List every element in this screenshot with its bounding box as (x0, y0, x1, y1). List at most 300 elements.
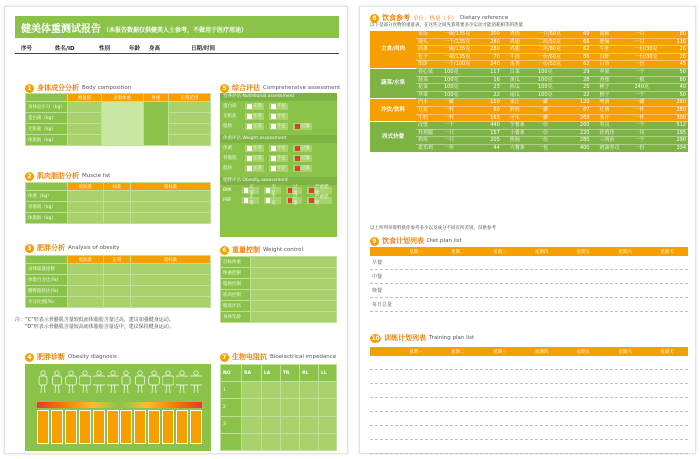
training-plan-row[interactable] (370, 356, 688, 370)
diet-cell: 汽水 (416, 99, 442, 107)
diet-category: 冷饮/饮料 (370, 99, 416, 122)
diet-cell: 60 (483, 106, 502, 114)
row-label: 身体质量指数 (26, 264, 68, 275)
section-title-cn: 综合评估 (232, 84, 260, 92)
section-title-en: Comprehensive assessment (263, 85, 341, 91)
assessment-option[interactable] (293, 155, 312, 162)
note-c: 注：“C”形表示骨骼肌含量较低而体脂肪含量过高，建议加强健身运动。 (15, 317, 174, 323)
diet-cell: 22 (483, 91, 502, 99)
row-label: 身体总水分（kg） (26, 102, 68, 113)
assessment-option[interactable] (307, 197, 332, 204)
option-label: 正常 (253, 124, 262, 129)
checkbox-icon[interactable] (247, 166, 252, 171)
diet-cell: 150 (483, 99, 502, 107)
diet-cell: 62 (573, 61, 592, 69)
option-label: 不足 (277, 156, 286, 161)
section-number: 1 (25, 84, 34, 93)
diet-category: 蔬菜/水果 (370, 68, 416, 98)
diagnosis-box (107, 410, 119, 444)
assessment-row (220, 121, 337, 131)
diet-cell: 100克 (536, 68, 573, 76)
day-header: 星期五 (576, 249, 591, 255)
assessment-option[interactable] (242, 187, 259, 194)
diet-row (370, 99, 688, 107)
option-label: 不足 (271, 195, 276, 206)
assessment-label: 骨骼肌 (223, 156, 237, 161)
checkbox-icon[interactable] (271, 104, 276, 109)
checkbox-icon[interactable] (309, 188, 314, 193)
checkbox-icon[interactable] (266, 198, 270, 203)
col-header: 正常 (103, 256, 130, 264)
option-label: 正常 (249, 195, 254, 206)
nutrition-rows (220, 101, 337, 131)
diet-cell: 炸鸡块 (591, 129, 632, 137)
diet-cell: 啤酒 (591, 99, 632, 107)
option-label: 正常 (253, 104, 262, 109)
diet-cell: 桃子 (591, 84, 632, 92)
option-label: 正常 (253, 166, 262, 171)
diet-cell: 热狗 (502, 137, 536, 145)
col-header: RA (242, 365, 262, 382)
assessment-option[interactable] (269, 123, 288, 130)
info-age: 年龄 (129, 46, 141, 52)
section-diet-plan (370, 236, 462, 246)
muscle-fat-table (25, 182, 211, 224)
diet-cell: 三明治 (591, 137, 632, 145)
assessment-option[interactable] (293, 123, 312, 130)
col-header: TR (280, 365, 299, 382)
diet-cell: 一罐 (632, 99, 669, 107)
training-plan-row[interactable] (370, 370, 688, 384)
row-label: 体脂肪（kg） (26, 135, 68, 146)
row-label: 腰臀脂肪比(%) (26, 286, 68, 297)
col-header: LA (261, 365, 280, 382)
diet-cell: 一包 (536, 144, 573, 152)
diet-cell: 一杯 (632, 114, 669, 122)
row-number: 2 (221, 399, 242, 416)
training-plan-rows (370, 356, 688, 454)
diet-cell: 牛肚 (591, 46, 632, 54)
option-label: 过量 (301, 124, 310, 129)
diet-plan-row[interactable]: 早餐 (370, 256, 688, 270)
section-title-en: Bioelectrical impedance (270, 354, 337, 360)
assessment-label: 脂肪 (223, 124, 232, 129)
diet-cell: 一罐 (536, 99, 573, 107)
section-title-en: Muscle fat (82, 173, 111, 179)
checkbox-icon[interactable] (247, 146, 252, 151)
training-plan-table (370, 347, 688, 454)
col-header: LL (319, 365, 337, 382)
assessment-option[interactable] (307, 187, 332, 194)
training-plan-row[interactable] (370, 398, 688, 412)
diet-cell: 一杯 (632, 106, 669, 114)
checkbox-icon[interactable] (271, 156, 276, 161)
diet-cell: 400 (573, 144, 592, 152)
body-figure-icon (134, 370, 146, 394)
diet-cell: 一份/60克 (536, 53, 573, 61)
diet-cell: 菠菜 (416, 76, 442, 84)
checkbox-icon[interactable] (244, 198, 248, 203)
section-title-cn: 饮食参考 (382, 14, 410, 22)
diet-cell: 苹果 (591, 68, 632, 76)
option-label: 正常 (249, 185, 254, 196)
section-title-cn: 肌肉脂肪分析 (37, 172, 79, 180)
diet-cell: 280 (483, 46, 502, 54)
diet-cell: 鸡块 (416, 137, 442, 145)
diagnosis-panel (25, 364, 211, 451)
diet-cell: 鸡腿 (502, 46, 536, 54)
section-number: 2 (25, 172, 34, 181)
day-header: 星期一 (409, 349, 423, 355)
diet-row (370, 129, 688, 137)
section-obesity-diagnosis (25, 352, 117, 362)
checkbox-icon[interactable] (247, 114, 252, 119)
report-header (15, 16, 339, 38)
body-figure-icon (162, 370, 174, 394)
diet-cell: 一个/100克 (442, 61, 483, 69)
assessment-option[interactable] (286, 197, 303, 204)
checkbox-icon[interactable] (247, 156, 252, 161)
diet-cell: 一只 (632, 31, 669, 38)
section-title-cn: 饮食计划列表 (382, 237, 424, 245)
option-label: 不足 (277, 124, 286, 129)
assessment-option[interactable] (269, 155, 288, 162)
diagnosis-box (79, 410, 91, 444)
diet-cell: 512 (669, 122, 688, 130)
checkbox-icon[interactable] (295, 146, 300, 151)
checkbox-icon[interactable] (271, 146, 276, 151)
diet-cell: 240 (483, 61, 502, 69)
body-composition-table (25, 93, 211, 146)
assessment-panel (220, 93, 337, 237)
day-header: 星期天 (660, 349, 674, 355)
checkbox-icon[interactable] (271, 114, 276, 119)
section-assessment (220, 83, 340, 93)
info-row (15, 42, 339, 54)
assessment-option[interactable] (269, 165, 288, 172)
diet-cell: 26 (669, 46, 688, 54)
day-header: 星期六 (618, 249, 632, 255)
diet-footer: 以上所列举资料供你参考多少以及成分不同有所差别，仅供参考 (370, 226, 496, 231)
row-label: 体重控制 (221, 268, 251, 279)
diet-cell: 334 (669, 144, 688, 152)
assessment-option[interactable] (286, 187, 303, 194)
diet-row (370, 61, 688, 69)
assessment-label: 蛋白质 (223, 104, 237, 109)
left-page (4, 6, 348, 454)
checkbox-icon[interactable] (247, 124, 252, 129)
diet-cell: 一份/50克 (536, 61, 573, 69)
diet-cell: 一份 (536, 129, 573, 137)
col-header: 去脂体重 (101, 94, 143, 102)
diet-cell: 100克 (536, 91, 573, 99)
body-figure-icon (176, 370, 188, 394)
assessment-option[interactable] (269, 103, 288, 110)
checkbox-icon[interactable] (288, 198, 292, 203)
diet-cell: 白鱼 (591, 61, 632, 69)
assessment-option[interactable] (245, 155, 264, 162)
section-title-cn: 重量控制 (232, 246, 260, 254)
obesity-table (25, 255, 211, 308)
weight-rows (220, 143, 337, 173)
body-figure-icon (65, 370, 77, 394)
diet-cell: 300 (669, 114, 688, 122)
training-plan-row[interactable] (370, 412, 688, 426)
assessment-option[interactable] (269, 145, 288, 152)
diet-cell: 炸鸡腿 (416, 129, 442, 137)
diet-cell: 大薯条 (502, 144, 536, 152)
assessment-option[interactable] (264, 197, 281, 204)
day-header: 星期二 (451, 249, 465, 255)
row-label: 脂肪控制 (221, 279, 251, 290)
assessment-row (220, 195, 337, 205)
diet-cell: 一个 (632, 68, 669, 76)
diet-cell: 44 (483, 144, 502, 152)
col-header: 超标准 (131, 256, 211, 264)
assessment-option[interactable] (264, 187, 281, 194)
right-page (359, 6, 696, 454)
section-number: 10 (371, 334, 380, 342)
assessment-option[interactable] (293, 165, 312, 172)
assessment-option[interactable] (245, 103, 264, 110)
diet-cell: 240克 (632, 84, 669, 92)
diet-cell: 南瓜 (502, 91, 536, 99)
option-label: 不足 (277, 104, 286, 109)
section-number: 7 (220, 353, 229, 362)
diet-cell: 红酒 (591, 106, 632, 114)
diet-cell: 一个 (632, 91, 669, 99)
diet-cell: 29 (573, 68, 592, 76)
diet-plan-row[interactable]: 晚餐 (370, 284, 688, 298)
diet-cell: 鲜奶 (502, 106, 536, 114)
note-d: “D”形表示骨骼肌含量较高而体脂肪含量适中，建议保持健身运动。 (25, 324, 174, 330)
assessment-option[interactable] (293, 145, 312, 152)
diagnosis-box (176, 410, 188, 444)
diet-cell: 黄瓜 (502, 76, 536, 84)
diet-row (370, 84, 688, 92)
diagnosis-box (37, 410, 49, 444)
section-body-composition (25, 83, 131, 93)
day-header: 星期四 (534, 349, 549, 355)
training-plan-row[interactable] (370, 440, 688, 454)
row-label: 体脂肪（kg） (26, 213, 68, 224)
diet-cell: 一块 (632, 129, 669, 137)
diet-cell: 馅饼 (416, 61, 442, 69)
assessment-option[interactable] (245, 165, 264, 172)
checkbox-icon[interactable] (247, 104, 252, 109)
section-title-en: Dietary reference (460, 15, 509, 21)
diet-cell: 可乐 (502, 114, 536, 122)
day-header: 星期二 (451, 349, 465, 355)
obesity-assess-rows (220, 185, 337, 205)
col-header: 体重 (143, 94, 169, 102)
checkbox-icon[interactable] (295, 124, 300, 129)
diet-row (370, 144, 688, 152)
diagnosis-box (65, 410, 77, 444)
training-plan-row[interactable] (370, 426, 688, 440)
assessment-option[interactable] (245, 113, 264, 120)
diet-cell: 一个 (442, 122, 483, 130)
diet-cell: 440 (483, 122, 502, 130)
diet-cell: 23 (483, 84, 502, 92)
diet-cell: 80 (669, 31, 688, 38)
diet-cell: 205 (483, 137, 502, 145)
diet-cell: 70 (483, 53, 502, 61)
row-label: 健康评估 (221, 301, 251, 312)
diet-cell: 一只/60克 (536, 31, 573, 38)
diet-cell: 一碗/135克 (442, 53, 483, 61)
checkbox-icon[interactable] (271, 166, 276, 171)
diet-cell: 66 (573, 38, 592, 46)
body-figure-icon (93, 370, 105, 394)
diet-cell: 62 (573, 46, 592, 54)
assessment-label: BMI (223, 187, 232, 193)
diet-description: 以下是部分食物的重量表，在这些之间先算算要多少运动才能消耗相等的热量 (370, 23, 523, 28)
diet-cell: 117 (483, 68, 502, 76)
day-header: 星期六 (618, 349, 632, 355)
checkbox-icon[interactable] (266, 188, 270, 193)
row-number: 1 (221, 382, 242, 399)
diet-cell: 一份 (632, 61, 669, 69)
info-datetime: 日期/时间 (191, 46, 216, 52)
assessment-option[interactable] (245, 145, 264, 152)
assessment-label: PBF (223, 197, 232, 203)
assessment-option[interactable] (269, 113, 288, 120)
diet-cell: 牛肉 (502, 53, 536, 61)
diet-row (370, 31, 688, 38)
diet-category: 西式快餐 (370, 122, 416, 152)
option-label: 不足 (271, 185, 276, 196)
row-label: 身体年龄 (221, 312, 251, 323)
diet-cell: 一份/30克 (632, 46, 669, 54)
diet-cell: 鱼类 (502, 61, 536, 69)
assessment-row (220, 101, 337, 111)
diet-cell: 肥肠 (591, 38, 632, 46)
diet-cell: 一只 (442, 137, 483, 145)
option-label: 过量 (293, 195, 298, 206)
day-header: 星期三 (492, 249, 507, 255)
section-title-en: Obesity diagnosis (68, 354, 117, 360)
training-plan-header (370, 347, 688, 356)
section-title-cn: 身体成分分析 (37, 84, 79, 92)
section-title-en: Analysis of obesity (68, 245, 120, 251)
checkbox-icon[interactable] (244, 188, 248, 193)
row-label: 水分比例(%) (26, 297, 68, 308)
checkbox-icon[interactable] (288, 188, 292, 193)
col-header: 低标准 (68, 183, 104, 191)
diet-cell: 一罐 (442, 99, 483, 107)
report-title: 健美体重测试报告 (21, 24, 101, 35)
diet-cell: 茶汁 (591, 114, 632, 122)
diet-cell: 小薯条 (502, 129, 536, 137)
diet-row (370, 137, 688, 145)
diet-cell: 100克 (442, 76, 483, 84)
section-muscle-fat (25, 171, 110, 181)
row-label: 体脂百分比(%) (26, 275, 68, 286)
diet-plan-row[interactable]: 中餐 (370, 270, 688, 284)
diet-cell: 80 (669, 76, 688, 84)
diet-category: 主食/肉肉 (370, 31, 416, 68)
diet-cell: 西瓜 (502, 84, 536, 92)
diet-cell: 芋薯条 (502, 122, 536, 130)
diet-cell: 40 (669, 84, 688, 92)
diet-cell: 一杯 (442, 106, 483, 114)
diet-cell: 麦乐鸡 (416, 144, 442, 152)
option-label: 过量 (301, 146, 310, 151)
diet-cell: 鸡肉 (502, 31, 536, 38)
section-title-en: Diet plan list (427, 238, 462, 244)
diet-cell: 寿司 (591, 122, 632, 130)
diet-row (370, 114, 688, 122)
body-figure-icon (120, 370, 132, 394)
section-training-plan (370, 333, 474, 343)
diet-cell: 163 (483, 114, 502, 122)
section-title-en: Training plan list (429, 335, 475, 341)
diet-reference-table (370, 31, 688, 153)
diet-plan-row[interactable]: 每日总量 (370, 298, 688, 312)
diet-row (370, 53, 688, 61)
training-plan-row[interactable] (370, 384, 688, 398)
body-figure-icon (79, 370, 91, 394)
diet-cell: 白虾 (591, 53, 632, 61)
diet-row (370, 122, 688, 130)
assessment-option[interactable] (245, 123, 264, 130)
diagnosis-box (51, 410, 63, 444)
diet-cell: 28 (573, 76, 592, 84)
obesity-gradient-bar (37, 402, 202, 408)
diet-cell: 45 (669, 61, 688, 69)
diet-cell: 馒头 (416, 38, 442, 46)
diet-row (370, 106, 688, 114)
section-weight-control (220, 245, 303, 255)
diet-plan-table (370, 247, 688, 312)
diet-cell: 面条 (416, 46, 442, 54)
option-label: 不足 (277, 114, 286, 119)
assessment-row (220, 153, 337, 163)
diet-cell: 26 (669, 53, 688, 61)
option-label: 不足 (277, 166, 286, 171)
diet-cell: 鸡翅 (502, 38, 536, 46)
row-label: 骨骼肌（kg） (26, 202, 68, 213)
diet-cell: 69 (573, 31, 592, 38)
diet-cell: 一个 (632, 122, 669, 130)
diagnosis-box (93, 410, 105, 444)
col-header: 正常范围 (169, 94, 211, 102)
diet-cell: 一根 (632, 76, 669, 84)
checkbox-icon[interactable] (271, 124, 276, 129)
col-header: 低标准 (68, 256, 104, 264)
checkbox-icon[interactable] (295, 166, 300, 171)
option-label: 正常 (253, 114, 262, 119)
weight-control-table (220, 256, 337, 323)
diet-row (370, 46, 688, 54)
checkbox-icon[interactable] (295, 156, 300, 161)
diet-cell: 二块/50克 (536, 38, 573, 46)
assessment-option[interactable] (242, 197, 259, 204)
assessment-row (220, 111, 337, 121)
row-label: 目标体重 (221, 257, 251, 268)
diet-cell: 280 (483, 38, 502, 46)
diet-cell: 290 (669, 137, 688, 145)
checkbox-icon[interactable] (309, 198, 314, 203)
report-note: （本报告数据仅供健美人士参考，不做用于医疗用途） (103, 27, 248, 34)
diet-cell: 卷心菜 (416, 68, 442, 76)
diet-cell: 一份 (536, 122, 573, 130)
option-label: 正常 (253, 146, 262, 151)
diet-cell: 280 (669, 106, 688, 114)
info-serial: 序号 (21, 46, 33, 52)
option-label: 过量 (293, 185, 298, 196)
